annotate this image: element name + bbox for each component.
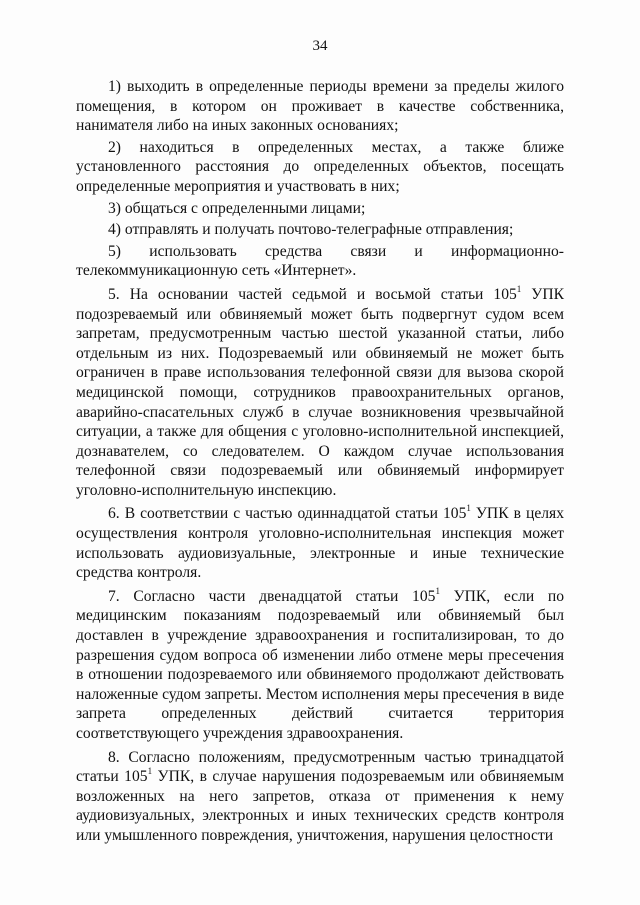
paragraph-text: 5. На основании частей седьмой и восьмой статьи 105 [108, 285, 517, 303]
paragraph-7 [76, 587, 564, 744]
superscript: 1 [466, 503, 471, 514]
paragraph-item-1 [76, 77, 564, 136]
paragraph-text: 7. Согласно части двенадцатой статьи 105 [108, 587, 436, 605]
paragraph-item-3 [76, 199, 564, 219]
paragraph-text: УПК, в случае нарушения подозреваемым или обвиняемым возложенных на него запретов, отказа от применения к нему аудиовизуальных, электронных и иных технических средств контроля или умышленного повреждения, уничтожения, нарушения целостности [76, 768, 564, 844]
paragraph-text: 6. В соответствии с частью одиннадцатой статьи 105 [108, 505, 467, 523]
paragraph-text: 8. Согласно положениям, предусмотренным частью тринадцатой статьи 105 [76, 748, 564, 786]
paragraph-text: 4) отправлять и получать почтово-телеграфные отправления; [108, 221, 514, 239]
superscript: 1 [435, 585, 440, 596]
paragraph-item-4 [76, 220, 564, 240]
superscript: 1 [516, 283, 522, 294]
paragraph-6 [76, 504, 564, 582]
document-body [76, 77, 564, 846]
paragraph-item-5 [76, 242, 564, 281]
page-number: 34 [312, 38, 328, 54]
paragraph-5 [76, 285, 564, 501]
paragraph-text: УПК, если по медицинским показаниям подозреваемый или обвиняемый был доставлен в учреждение здравоохранения и госпитализирован, то до разрешения судом вопроса об изменении либо отмене меры пресечения в отношении подозреваемого или обвиняемого продолжают действовать наложенные судом запреты. Местом исполнения меры пресечения в виде запрета определенных действий считается территория соответствующего учреждения здравоохранения. [76, 587, 565, 742]
superscript: 1 [147, 766, 153, 777]
paragraph-text: 3) общаться с определенными лицами; [108, 199, 366, 217]
paragraph-text: 1) выходить в определенные периоды времени за пределы жилого помещения, в котором он проживает в качестве собственника, нанимателя либо на иных законных основаниях; [76, 78, 564, 135]
paragraph-item-2 [76, 138, 564, 197]
paragraph-text: 5) использовать средства связи и информационно-телекоммуникационную сеть «Интернет». [76, 242, 564, 280]
paragraph-8 [76, 748, 564, 846]
paragraph-text: 2) находиться в определенных местах, а также ближе установленного расстояния до определенных объектов, посещать определенные мероприятия и участвовать в них; [76, 138, 564, 195]
paragraph-text: УПК подозреваемый или обвиняемый может быть подвергнут судом всем запретам, предусмотренным частью шестой указанной статьи, либо отдельным из них. Подозреваемый или обвиняемый не может быть ограничен в праве использования телефонной связи для вызова скорой медицинской помощи, сотрудников правоохранительных органов, аварийно-спасательных служб в случае возникновения чрезвычайной ситуации, а также для общения с уголовно-исполнительной инспекцией, дознавателем, со следователем. О каждом случае использования телефонной связи подозреваемый или обвиняемый информирует уголовно-исполнительную инспекцию. [76, 285, 564, 499]
paragraph-text: УПК в целях осуществления контроля уголовно-исполнительная инспекция может использовать аудиовизуальные, электронные и иные технические средства контроля. [76, 505, 564, 582]
